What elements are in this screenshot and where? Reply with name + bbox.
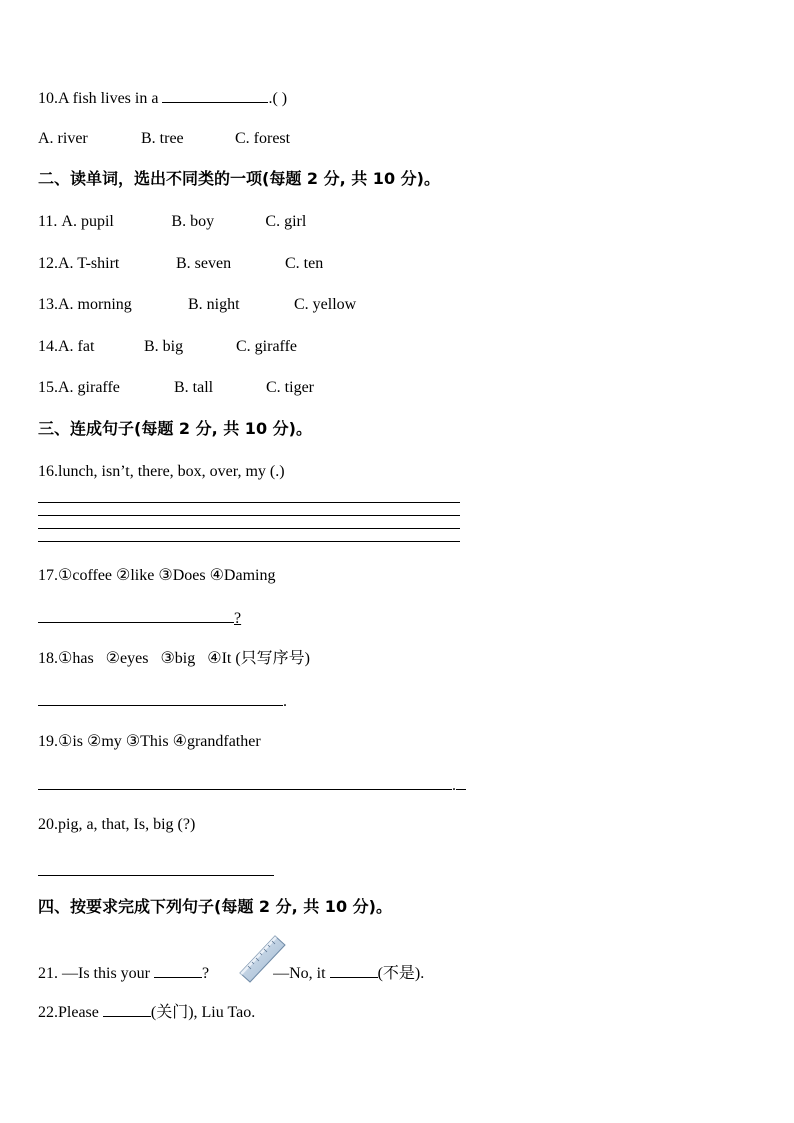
section-4-heading: 四、按要求完成下列句子(每题 2 分, 共 10 分)。 [38, 897, 392, 916]
question-13 [38, 295, 356, 315]
question-number: 15. [38, 379, 58, 396]
question-text-part1: Please [58, 1004, 99, 1021]
sentence-end: ? [234, 610, 242, 627]
option-a: A. T-shirt [58, 255, 120, 272]
question-19-answer [38, 775, 466, 796]
ruler-picture [237, 933, 287, 985]
option-c: C. girl [265, 213, 307, 230]
answer-blank[interactable] [103, 1002, 151, 1017]
question-22 [38, 1002, 255, 1023]
question-number: 17. [38, 567, 58, 584]
question-text: ①coffee ②like ③Does ④Daming [58, 567, 276, 584]
question-15 [38, 378, 314, 398]
answer-blank[interactable] [330, 963, 378, 978]
question-text-part2: (关门), Liu Tao. [150, 1004, 256, 1021]
answer-line[interactable] [38, 541, 460, 542]
question-text: lunch, isn’t, there, box, over, my (.) [58, 463, 285, 480]
option-b: B. tall [174, 379, 214, 396]
answer-blank[interactable] [38, 691, 283, 706]
question-number: 14. [38, 338, 58, 355]
question-11 [38, 212, 306, 232]
question-19 [38, 732, 261, 752]
question-12 [38, 254, 323, 274]
question-16 [38, 462, 285, 482]
question-10 [38, 88, 287, 109]
question-17 [38, 566, 275, 586]
sentence-end: . [452, 777, 456, 794]
question-text: ①is ②my ③This ④grandfather [58, 733, 261, 750]
option-b: B. tree [141, 130, 184, 147]
question-number: 18. [38, 650, 58, 667]
section-2-heading: 二、读单词，选出不同类的一项(每题 2 分, 共 10 分)。 [38, 169, 440, 188]
question-number: 21. [38, 965, 58, 982]
question-text: pig, a, that, Is, big (?) [58, 816, 196, 833]
question-number: 19. [38, 733, 58, 750]
answer-line[interactable] [38, 515, 460, 516]
section-3-heading: 三、连成句子(每题 2 分, 共 10 分)。 [38, 419, 312, 438]
question-text-part4: (不是). [377, 965, 425, 982]
option-b: B. seven [176, 255, 232, 272]
question-text-part2: ? [202, 965, 210, 982]
answer-blank[interactable] [38, 775, 452, 790]
option-b: B. night [188, 296, 240, 313]
question-number: 11. [38, 213, 58, 230]
question-number: 22. [38, 1004, 58, 1021]
question-text: A fish lives in a [58, 90, 159, 107]
question-number: 12. [38, 255, 58, 272]
option-a: A. pupil [61, 213, 114, 230]
question-18-answer [38, 691, 287, 712]
answer-line[interactable] [38, 502, 460, 503]
option-c: C. giraffe [236, 338, 298, 355]
question-text-part3: —No, it [273, 965, 326, 982]
question-17-answer [38, 608, 241, 629]
option-c: C. yellow [294, 296, 357, 313]
option-a: A. fat [58, 338, 95, 355]
answer-blank[interactable] [38, 608, 234, 623]
answer-blank[interactable] [162, 88, 268, 103]
answer-line[interactable] [38, 528, 460, 529]
question-18 [38, 649, 310, 669]
question-21 [38, 963, 424, 984]
question-number: 16. [38, 463, 58, 480]
option-a: A. giraffe [58, 379, 120, 396]
question-text: ①has ②eyes ③big ④It (只写序号) [58, 650, 311, 667]
answer-line[interactable] [38, 875, 274, 876]
option-c: C. tiger [266, 379, 314, 396]
answer-paren: .( ) [268, 90, 288, 107]
option-b: B. big [144, 338, 184, 355]
sentence-end: . [283, 693, 287, 710]
question-text-part1: —Is this your [62, 965, 150, 982]
question-number: 10. [38, 90, 58, 107]
option-a: A. river [38, 130, 88, 147]
option-a: A. morning [58, 296, 132, 313]
question-20 [38, 815, 195, 835]
option-b: B. boy [171, 213, 215, 230]
option-c: C. ten [285, 255, 324, 272]
question-number: 13. [38, 296, 58, 313]
question-14 [38, 337, 297, 357]
answer-blank[interactable] [154, 963, 202, 978]
question-10-options [38, 129, 290, 149]
answer-blank-tail [456, 775, 466, 790]
question-number: 20. [38, 816, 58, 833]
option-c: C. forest [235, 130, 291, 147]
